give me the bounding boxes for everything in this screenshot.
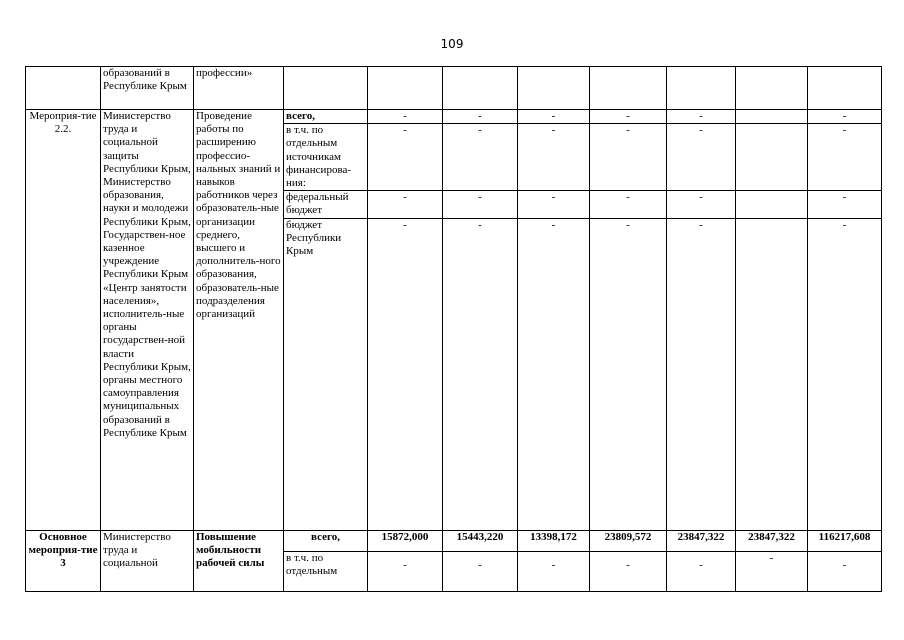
cell-value [443, 67, 518, 110]
source-label: всего, [284, 531, 368, 552]
event-responsible: Министерство труда и социальной защиты Республики Крым, Министерство образования, науки и молодежи Республики Крым, Государствен-ное казенное учреждение Республики Крым «Центр занятости населения», исполнитель-ные органы государствен-ной власти Республики Крым, органы местного самоуправления муниципальных образований в Республике Крым [101, 110, 194, 531]
value-cell: - [808, 218, 882, 530]
page-number: 109 [440, 37, 464, 51]
value-cell: 116217,608 [808, 531, 882, 552]
value-cell: - [443, 218, 518, 530]
cell-value [368, 67, 443, 110]
cell-value [518, 67, 590, 110]
value-cell: - [518, 218, 590, 530]
value-cell: - [590, 110, 667, 124]
source-label: всего, [284, 110, 368, 124]
value-cell: 23847,322 [667, 531, 736, 552]
value-cell: - [443, 552, 518, 592]
value-cell: - [518, 191, 590, 218]
value-cell: 23809,572 [590, 531, 667, 552]
value-cell: - [368, 191, 443, 218]
value-cell: - [590, 552, 667, 592]
cell-value [667, 67, 736, 110]
cell-value [590, 67, 667, 110]
event-name: Проведение работы по расширению профессио-нальных знаний и навыков работников через образователь-ные организации среднего, высшего и дополнитель-ного образования, образователь-ные подразделения организаций [194, 110, 284, 531]
cell-value [736, 67, 808, 110]
table-row-om3-total [26, 531, 882, 552]
value-cell: - [590, 218, 667, 530]
value-cell: - [667, 218, 736, 530]
value-cell: - [667, 124, 736, 191]
event-label: Основное мероприя-тие 3 [26, 531, 101, 592]
event-responsible: Министерство труда и социальной [101, 531, 194, 592]
value-cell: - [667, 552, 736, 592]
value-cell [736, 110, 808, 124]
funding-table [25, 66, 882, 592]
value-cell: - [736, 552, 808, 592]
cell-event [26, 67, 101, 110]
value-cell: - [368, 124, 443, 191]
cell-responsible: образований в Республике Крым [101, 67, 194, 110]
value-cell: - [368, 110, 443, 124]
value-cell: - [667, 191, 736, 218]
value-cell: 13398,172 [518, 531, 590, 552]
value-cell: - [667, 110, 736, 124]
value-cell: - [808, 191, 882, 218]
value-cell: - [518, 110, 590, 124]
source-label: бюджет Республики Крым [284, 218, 368, 530]
value-cell: - [443, 191, 518, 218]
value-cell: - [518, 124, 590, 191]
value-cell: - [590, 191, 667, 218]
value-cell: - [368, 218, 443, 530]
value-cell: - [368, 552, 443, 592]
table-row-continued [26, 67, 882, 110]
value-cell: 15872,000 [368, 531, 443, 552]
event-label: Мероприя-тие 2.2. [26, 110, 101, 531]
value-cell: - [443, 124, 518, 191]
value-cell: 23847,322 [736, 531, 808, 552]
source-label: федеральный бюджет [284, 191, 368, 218]
event-name: Повышение мобильности рабочей силы [194, 531, 284, 592]
value-cell [736, 124, 808, 191]
value-cell: 15443,220 [443, 531, 518, 552]
value-cell: - [518, 552, 590, 592]
value-cell: - [808, 552, 882, 592]
cell-name: профессии» [194, 67, 284, 110]
table-row-m22-total [26, 110, 882, 124]
cell-source [284, 67, 368, 110]
value-cell: - [443, 110, 518, 124]
value-cell: - [808, 124, 882, 191]
value-cell [736, 218, 808, 530]
source-label: в т.ч. по отдельным источникам финансирова-ния: [284, 124, 368, 191]
value-cell [736, 191, 808, 218]
value-cell: - [590, 124, 667, 191]
cell-value [808, 67, 882, 110]
source-label: в т.ч. по отдельным [284, 552, 368, 592]
value-cell: - [808, 110, 882, 124]
